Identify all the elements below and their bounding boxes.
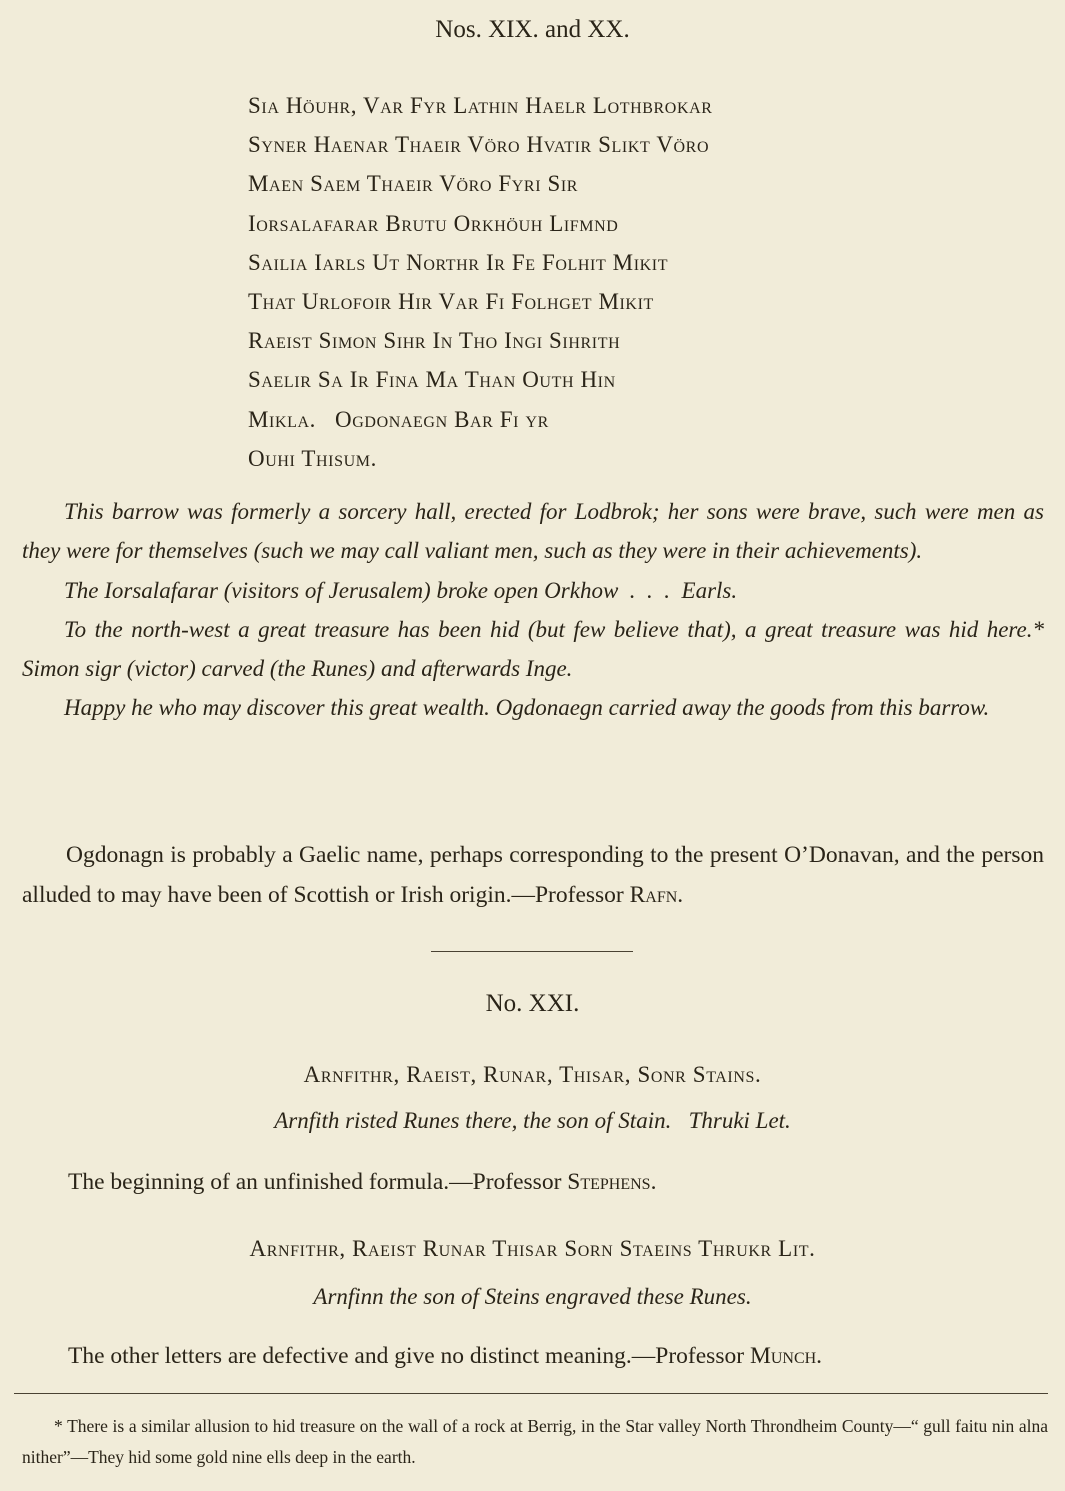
runic-line: Raeist Simon Sihr In Tho Ingi Sihrith (248, 328, 621, 354)
translation-paragraph: To the north-west a great treasure has been hid (but few believe that), a great treasure was hid here.* Simon sigr (victor) carved (the Runes) and afterwards Inge. (22, 616, 1044, 682)
runic-line: Ouhi Thisum. (248, 445, 377, 471)
author-name: Stephens. (567, 1169, 657, 1195)
translation-paragraph: The Iorsalafarar (visitors of Jerusalem) broke open Orkhow . . . Earls. (64, 577, 738, 603)
commentary-text: Ogdonagn is probably a Gaelic name, perhaps corresponding to the present O’Donavan, and the person alluded to may have been of Scottish or Irish origin.—Professor (22, 842, 1044, 908)
author-name: Munch. (749, 1343, 823, 1369)
section-heading-xix-xx: Nos. XIX. and XX. (435, 16, 630, 43)
runic-line: Syner Haenar Thaeir Vöro Hvatir Slikt Vöro (248, 132, 710, 158)
translation-1: Arnfith risted Runes there, the son of Stain. Thruki Let. (274, 1108, 791, 1133)
runic-line: That Urlofoir Hir Var Fi Folhget Mikit (248, 288, 654, 314)
runic-line: Sia Höuhr, Var Fyr Lathin Haelr Lothbrokar (248, 93, 713, 118)
commentary-munch (68, 1337, 1048, 1377)
commentary-stephens (68, 1163, 1048, 1203)
commentary-text: The beginning of an unfinished formula.—Professor (68, 1169, 568, 1195)
footnote-text: * There is a similar allusion to hid treasure on the wall of a rock at Berrig, in the Star valley North Throndheim County—“ gull faitu nin alna nither”—They hid some gold nine ells deep in the earth. (22, 1416, 1048, 1467)
runic-line: Sailia Iarls Ut Northr Ir Fe Folhit Mikit (248, 249, 669, 275)
commentary-text: The other letters are defective and give no distinct meaning.—Professor (68, 1343, 750, 1369)
runic-line: Iorsalafarar Brutu Orkhöuh Lifmnd (248, 210, 619, 236)
runic-inscription-2: Arnfithr, Raeist Runar Thisar Sorn Staeins Thrukr Lit. (249, 1236, 816, 1261)
runic-inscription-block (248, 86, 713, 478)
translation-2: Arnfinn the son of Steins engraved these Runes. (313, 1284, 752, 1309)
runic-line: Maen Saem Thaeir Vöro Fyri Sir (248, 171, 579, 197)
footnote-rule (14, 1393, 1048, 1394)
section-divider (431, 951, 633, 952)
footnote (22, 1411, 1048, 1473)
runic-line: Mikla. Ogdonaegn Bar Fi yr (248, 406, 549, 432)
translation-block (22, 492, 1044, 728)
commentary-rafn (22, 836, 1044, 915)
author-name: Rafn. (629, 881, 684, 908)
runic-inscription-1: Arnfithr, Raeist, Runar, Thisar, Sonr Stains. (303, 1062, 762, 1087)
translation-paragraph: This barrow was formerly a sorcery hall, erected for Lodbrok; her sons were brave, such were men as they were for themselves (such we may call valiant men, such as they were in their achievements). (22, 499, 1044, 564)
runic-line: Saelir Sa Ir Fina Ma Than Outh Hin (248, 367, 616, 393)
section-heading-xxi: No. XXI. (485, 990, 580, 1017)
translation-paragraph: Happy he who may discover this great wealth. Ogdonaegn carried away the goods from this barrow. (64, 695, 990, 721)
